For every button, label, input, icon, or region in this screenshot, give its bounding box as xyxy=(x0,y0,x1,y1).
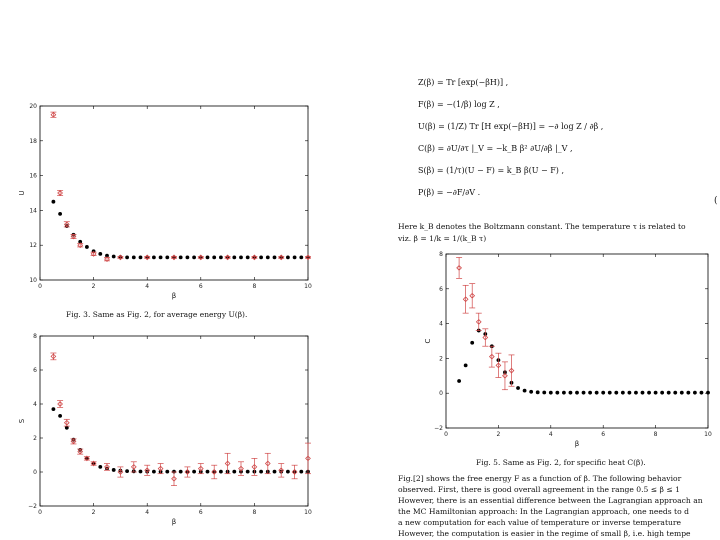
black-data-point xyxy=(654,391,658,395)
black-data-point xyxy=(582,391,586,395)
equation-Z: Z(β) = Tr [exp(−βH)] , xyxy=(418,78,509,87)
y-axis-label: C xyxy=(424,338,432,344)
black-data-point xyxy=(179,255,183,259)
x-axis-label: β xyxy=(171,292,177,300)
y-tick-label: 0 xyxy=(439,390,443,398)
y-tick-label: 16 xyxy=(29,172,37,180)
black-data-point xyxy=(65,426,69,430)
black-data-point xyxy=(529,390,533,394)
x-tick-label: 10 xyxy=(704,431,712,438)
boltzmann-text-line1: Here k_B denotes the Boltzmann constant. The temperature τ is related to xyxy=(398,222,686,231)
black-data-point xyxy=(667,391,671,395)
x-axis-label: β xyxy=(574,440,580,448)
black-data-point xyxy=(628,391,632,395)
black-data-point xyxy=(192,255,196,259)
black-data-point xyxy=(52,407,56,411)
black-data-point xyxy=(239,255,243,259)
x-tick-label: 6 xyxy=(198,509,203,516)
body-text-line2: observed. First, there is good overall agreement in the range 0.5 ≤ β ≤ 1 xyxy=(398,485,680,494)
black-data-point xyxy=(246,255,250,259)
body-text-line5: a new computation for each value of temperature or inverse temperature xyxy=(398,518,682,527)
x-tick-label: 0 xyxy=(38,509,42,516)
black-data-point xyxy=(52,200,56,204)
x-tick-label: 0 xyxy=(444,431,448,438)
black-data-point xyxy=(693,391,697,395)
black-data-point xyxy=(614,391,618,395)
black-data-point xyxy=(259,255,263,259)
black-data-point xyxy=(273,255,277,259)
black-data-point xyxy=(139,255,143,259)
black-data-point xyxy=(206,255,210,259)
equations-block xyxy=(418,72,603,204)
x-tick-label: 2 xyxy=(91,509,96,516)
y-tick-label: 6 xyxy=(33,367,37,374)
y-tick-label: −2 xyxy=(434,425,443,432)
black-data-point xyxy=(219,255,223,259)
black-data-point xyxy=(562,391,566,395)
black-data-point xyxy=(549,391,553,395)
plot-frame xyxy=(40,106,308,280)
black-data-point xyxy=(647,391,651,395)
plot-S xyxy=(14,326,314,540)
black-data-point xyxy=(85,245,89,249)
black-data-point xyxy=(575,391,579,395)
black-data-point xyxy=(470,341,474,345)
black-data-point xyxy=(125,469,129,473)
x-tick-label: 4 xyxy=(145,509,150,516)
black-data-point xyxy=(555,391,559,395)
y-tick-label: 2 xyxy=(439,355,443,363)
black-data-point xyxy=(152,470,156,474)
body-text-line3: However, there is an essential difference between the Lagrangian approach an xyxy=(398,496,703,505)
y-tick-label: 4 xyxy=(439,320,443,328)
equation-U: U(β) = (1/Z) Tr [H exp(−βH)] = −∂ log Z / ∂β , xyxy=(418,122,604,131)
black-data-point xyxy=(273,470,277,474)
y-axis-label: S xyxy=(18,418,26,424)
equation-S: S(β) = (1/τ)(U − F) = k_B β(U − F) , xyxy=(418,166,565,175)
plot-area xyxy=(18,103,312,300)
x-tick-label: 8 xyxy=(653,431,658,438)
black-data-point xyxy=(634,391,638,395)
y-axis-label: U xyxy=(18,190,26,196)
x-tick-label: 2 xyxy=(91,283,96,290)
boltzmann-text-line2: viz. β = 1/k = 1/(k_B τ) xyxy=(398,234,487,243)
body-text-line6: However, the computation is easier in the regime of small β, i.e. high tempe xyxy=(398,529,691,538)
equation-F: F(β) = −(1/β) log Z , xyxy=(418,100,500,109)
black-data-point xyxy=(112,255,116,259)
black-data-point xyxy=(266,255,270,259)
black-data-point xyxy=(232,255,236,259)
y-tick-label: 4 xyxy=(33,401,37,408)
black-data-point xyxy=(58,414,62,418)
black-data-point xyxy=(125,255,129,259)
fig3-caption: Fig. 3. Same as Fig. 2, for average energy U(β). xyxy=(66,310,248,319)
black-data-point xyxy=(246,470,250,474)
black-data-point xyxy=(608,391,612,395)
black-data-point xyxy=(293,255,297,259)
black-data-point xyxy=(673,391,677,395)
black-data-point xyxy=(165,255,169,259)
black-data-point xyxy=(700,391,704,395)
black-data-point xyxy=(212,255,216,259)
y-tick-label: 2 xyxy=(33,435,37,442)
x-tick-label: 4 xyxy=(548,431,553,438)
black-data-point xyxy=(542,391,546,395)
black-data-point xyxy=(286,470,290,474)
x-tick-label: 6 xyxy=(198,283,203,290)
x-axis-label: β xyxy=(171,518,177,526)
black-data-point xyxy=(132,255,136,259)
equation-C: C(β) = ∂U/∂τ |_V = −k_B β² ∂U/∂β |_V , xyxy=(418,144,573,153)
black-data-point xyxy=(621,391,625,395)
black-data-point xyxy=(686,391,690,395)
black-data-point xyxy=(219,470,223,474)
black-data-point xyxy=(98,252,102,256)
y-tick-label: 8 xyxy=(439,251,443,258)
black-data-point xyxy=(206,470,210,474)
black-data-point xyxy=(536,390,540,394)
black-data-point xyxy=(595,391,599,395)
fig5-caption: Fig. 5. Same as Fig. 2, for specific heat C(β). xyxy=(476,458,646,467)
black-data-point xyxy=(680,391,684,395)
x-tick-label: 8 xyxy=(252,283,257,290)
plot-area xyxy=(424,251,712,448)
black-data-point xyxy=(259,470,263,474)
black-data-point xyxy=(299,470,303,474)
x-tick-label: 10 xyxy=(304,509,312,516)
black-data-point xyxy=(98,465,102,469)
plot-C xyxy=(408,248,720,454)
black-data-point xyxy=(192,470,196,474)
black-data-point xyxy=(464,363,468,367)
y-tick-label: 12 xyxy=(29,242,37,250)
y-tick-label: 6 xyxy=(439,285,443,293)
y-tick-label: 0 xyxy=(33,469,37,476)
black-data-point xyxy=(165,470,169,474)
black-data-point xyxy=(286,255,290,259)
black-data-point xyxy=(299,255,303,259)
black-data-point xyxy=(152,255,156,259)
black-data-point xyxy=(706,391,710,395)
equation-P: P(β) = −∂F/∂V . xyxy=(418,188,481,197)
black-data-point xyxy=(601,391,605,395)
black-data-point xyxy=(186,255,190,259)
y-tick-label: 8 xyxy=(33,333,37,340)
black-data-point xyxy=(232,470,236,474)
body-text-line4: the MC Hamiltonian approach: In the Lagrangian approach, one needs to d xyxy=(398,507,689,516)
black-data-point xyxy=(569,391,573,395)
black-data-point xyxy=(159,255,163,259)
black-data-point xyxy=(523,389,527,393)
black-data-point xyxy=(139,470,143,474)
y-tick-label: 18 xyxy=(29,137,37,145)
equation-number: ( xyxy=(714,196,718,206)
black-data-point xyxy=(112,468,116,472)
x-tick-label: 2 xyxy=(496,431,501,438)
x-tick-label: 4 xyxy=(145,283,150,290)
y-tick-label: 10 xyxy=(29,277,37,284)
y-tick-label: −2 xyxy=(28,503,37,510)
x-tick-label: 10 xyxy=(304,283,312,290)
black-data-point xyxy=(516,386,520,390)
x-tick-label: 8 xyxy=(252,509,257,516)
black-data-point xyxy=(58,212,62,216)
y-tick-label: 14 xyxy=(29,207,37,215)
y-tick-label: 20 xyxy=(29,103,37,110)
black-data-point xyxy=(179,470,183,474)
plot-area xyxy=(18,333,312,526)
plot-U xyxy=(14,96,314,308)
body-text-line1: Fig.[2] shows the free energy F as a function of β. The following behavior xyxy=(398,474,682,483)
x-tick-label: 6 xyxy=(601,431,606,438)
black-data-point xyxy=(588,391,592,395)
black-data-point xyxy=(457,379,461,383)
black-data-point xyxy=(660,391,664,395)
x-tick-label: 0 xyxy=(38,283,42,290)
black-data-point xyxy=(641,391,645,395)
